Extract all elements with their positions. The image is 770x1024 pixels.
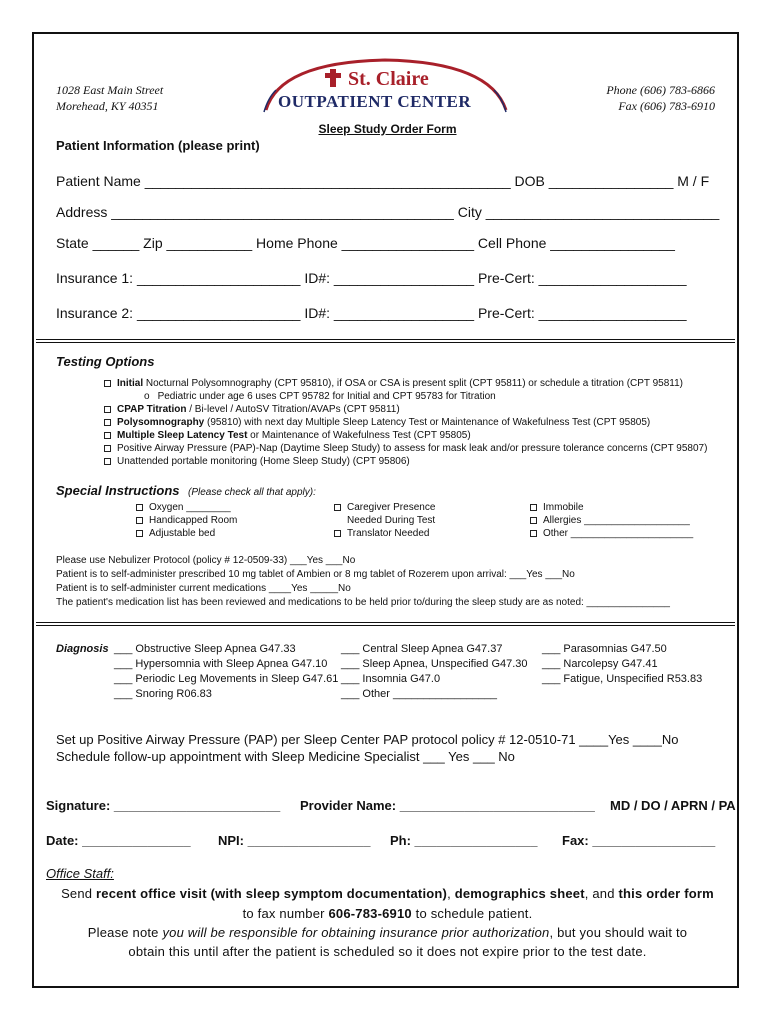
special-instructions-note: (Please check all that apply): <box>188 487 316 498</box>
section-divider <box>36 622 735 623</box>
patient-info-heading: Patient Information (please print) <box>56 138 260 153</box>
special-caregiver-cont: Needed During Test <box>347 515 436 526</box>
logo-subtitle: OUTPATIENT CENTER <box>278 92 472 111</box>
section-divider <box>36 342 735 343</box>
npi-field[interactable]: NPI: _________________ <box>218 833 371 848</box>
provider-name-field[interactable]: Provider Name: ___________________________ <box>300 798 595 813</box>
diag-narcolepsy[interactable]: ___ Narcolepsy G47.41 <box>542 658 658 670</box>
section-divider <box>36 339 735 340</box>
office-line-2: to fax number 606-783-6910 to schedule patient. <box>242 906 533 921</box>
address-line-2: Morehead, KY 40351 <box>56 99 159 113</box>
diag-osa[interactable]: ___ Obstructive Sleep Apnea G47.33 <box>114 643 296 655</box>
diag-hypersomnia[interactable]: ___ Hypersomnia with Sleep Apnea G47.10 <box>114 658 328 670</box>
checkbox[interactable] <box>334 530 341 537</box>
testing-options-heading: Testing Options <box>56 354 155 369</box>
diagnosis-label: Diagnosis <box>56 643 109 655</box>
section-divider <box>36 625 735 626</box>
address-line-1: 1028 East Main Street <box>56 83 164 97</box>
diag-csa[interactable]: ___ Central Sleep Apnea G47.37 <box>341 643 503 655</box>
special-translator[interactable]: Translator Needed <box>334 527 429 540</box>
special-immobile[interactable]: Immobile <box>530 501 584 514</box>
checkbox[interactable] <box>136 504 143 511</box>
testing-option-psg[interactable]: Polysomnography (95810) with next day Multiple Sleep Latency Test or Maintenance of Wakefulness Test (CPT 95805) <box>104 416 650 429</box>
form-border <box>32 32 739 988</box>
office-staff-heading: Office Staff: <box>46 866 114 881</box>
testing-option-pap-nap[interactable]: Positive Airway Pressure (PAP)-Nap (Daytime Sleep Study) to assess for mask leak and/or pressure tolerance concerns (CPT 95807) <box>104 442 707 455</box>
signature-field[interactable]: Signature: _______________________ <box>46 798 281 813</box>
checkbox[interactable] <box>136 517 143 524</box>
checkbox[interactable] <box>530 530 537 537</box>
logo-name: St. Claire <box>348 68 429 90</box>
patient-name-row[interactable]: Patient Name _______________________________________________ DOB ________________ M / F <box>56 173 710 189</box>
testing-option-mslt[interactable]: Multiple Sleep Latency Test or Maintenance of Wakefulness Test (CPT 95805) <box>104 429 471 442</box>
st-claire-logo <box>260 54 510 114</box>
office-line-1: Send recent office visit (with sleep symptom documentation), demographics sheet, and this order form <box>61 886 714 901</box>
special-other[interactable]: Other ______________________ <box>530 527 693 540</box>
special-oxygen[interactable]: Oxygen ________ <box>136 501 231 514</box>
phone-row[interactable]: State ______ Zip ___________ Home Phone _________________ Cell Phone ________________ <box>56 235 675 251</box>
checkbox[interactable] <box>136 530 143 537</box>
fax-number: Fax (606) 783-6910 <box>618 99 715 113</box>
special-adjustable-bed[interactable]: Adjustable bed <box>136 527 215 540</box>
provider-credentials: MD / DO / APRN / PA <box>610 798 736 813</box>
self-administer-line[interactable]: Patient is to self-administer current medications ____Yes _____No <box>56 583 351 594</box>
special-caregiver[interactable]: Caregiver Presence <box>334 501 435 514</box>
checkbox[interactable] <box>530 504 537 511</box>
testing-option-home[interactable]: Unattended portable monitoring (Home Sleep Study) (CPT 95806) <box>104 455 410 468</box>
pap-setup-line[interactable]: Set up Positive Airway Pressure (PAP) per Sleep Center PAP protocol policy # 12-0510-71 ____Yes ____No <box>56 732 679 747</box>
follow-up-line[interactable]: Schedule follow-up appointment with Sleep Medicine Specialist ___ Yes ___ No <box>56 749 515 764</box>
medication-list-line[interactable]: The patient's medication list has been reviewed and medications to be held prior to/during the sleep study are as noted: _______________ <box>56 597 670 608</box>
checkbox[interactable] <box>104 419 111 426</box>
diag-plm[interactable]: ___ Periodic Leg Movements in Sleep G47.61 <box>114 673 339 685</box>
checkbox[interactable] <box>334 504 341 511</box>
special-instructions-heading: Special Instructions <box>56 483 180 498</box>
office-line-4: obtain this until after the patient is scheduled so it does not expire prior to the test date. <box>128 944 647 959</box>
checkbox[interactable] <box>104 406 111 413</box>
testing-option-initial[interactable]: Initial Nocturnal Polysomnography (CPT 95810), if OSA or CSA is present split (CPT 95811) or schedule a titration (CPT 95811) <box>104 377 683 390</box>
diag-sleep-apnea-unspec[interactable]: ___ Sleep Apnea, Unspecified G47.30 <box>341 658 528 670</box>
diag-parasomnias[interactable]: ___ Parasomnias G47.50 <box>542 643 667 655</box>
diag-snoring[interactable]: ___ Snoring R06.83 <box>114 688 212 700</box>
diag-insomnia[interactable]: ___ Insomnia G47.0 <box>341 673 441 685</box>
diag-other[interactable]: ___ Other _________________ <box>341 688 497 700</box>
phone-number: Phone (606) 783-6866 <box>606 83 715 97</box>
checkbox[interactable] <box>104 458 111 465</box>
special-handicapped-room[interactable]: Handicapped Room <box>136 514 237 527</box>
testing-option-pediatric: o Pediatric under age 6 uses CPT 95782 for Initial and CPT 95783 for Titration <box>144 391 496 402</box>
office-line-3: Please note you will be responsible for obtaining insurance prior authorization, but you should wait to <box>87 925 688 940</box>
ambien-line[interactable]: Patient is to self-administer prescribed 10 mg tablet of Ambien or 8 mg tablet of Rozerem upon arrival: ___Yes ___No <box>56 569 575 580</box>
checkbox[interactable] <box>530 517 537 524</box>
checkbox[interactable] <box>104 380 111 387</box>
fax-field[interactable]: Fax: _________________ <box>562 833 716 848</box>
address-row[interactable]: Address ____________________________________________ City ______________________________ <box>56 204 720 220</box>
form-title: Sleep Study Order Form <box>318 122 457 136</box>
ph-field[interactable]: Ph: _________________ <box>390 833 538 848</box>
date-field[interactable]: Date: _______________ <box>46 833 191 848</box>
testing-option-cpap[interactable]: CPAP Titration / Bi-level / AutoSV Titration/AVAPs (CPT 95811) <box>104 403 400 416</box>
checkbox[interactable] <box>104 445 111 452</box>
diag-fatigue[interactable]: ___ Fatigue, Unspecified R53.83 <box>542 673 703 685</box>
special-allergies[interactable]: Allergies ___________________ <box>530 514 690 527</box>
checkbox[interactable] <box>104 432 111 439</box>
insurance-1-row[interactable]: Insurance 1: _____________________ ID#: __________________ Pre-Cert: ___________________ <box>56 270 687 286</box>
bullet-icon: o <box>144 391 150 402</box>
insurance-2-row[interactable]: Insurance 2: _____________________ ID#: __________________ Pre-Cert: ___________________ <box>56 305 687 321</box>
nebulizer-line[interactable]: Please use Nebulizer Protocol (policy # 12-0509-33) ___Yes ___No <box>56 555 356 566</box>
special-instructions-header <box>56 482 316 500</box>
